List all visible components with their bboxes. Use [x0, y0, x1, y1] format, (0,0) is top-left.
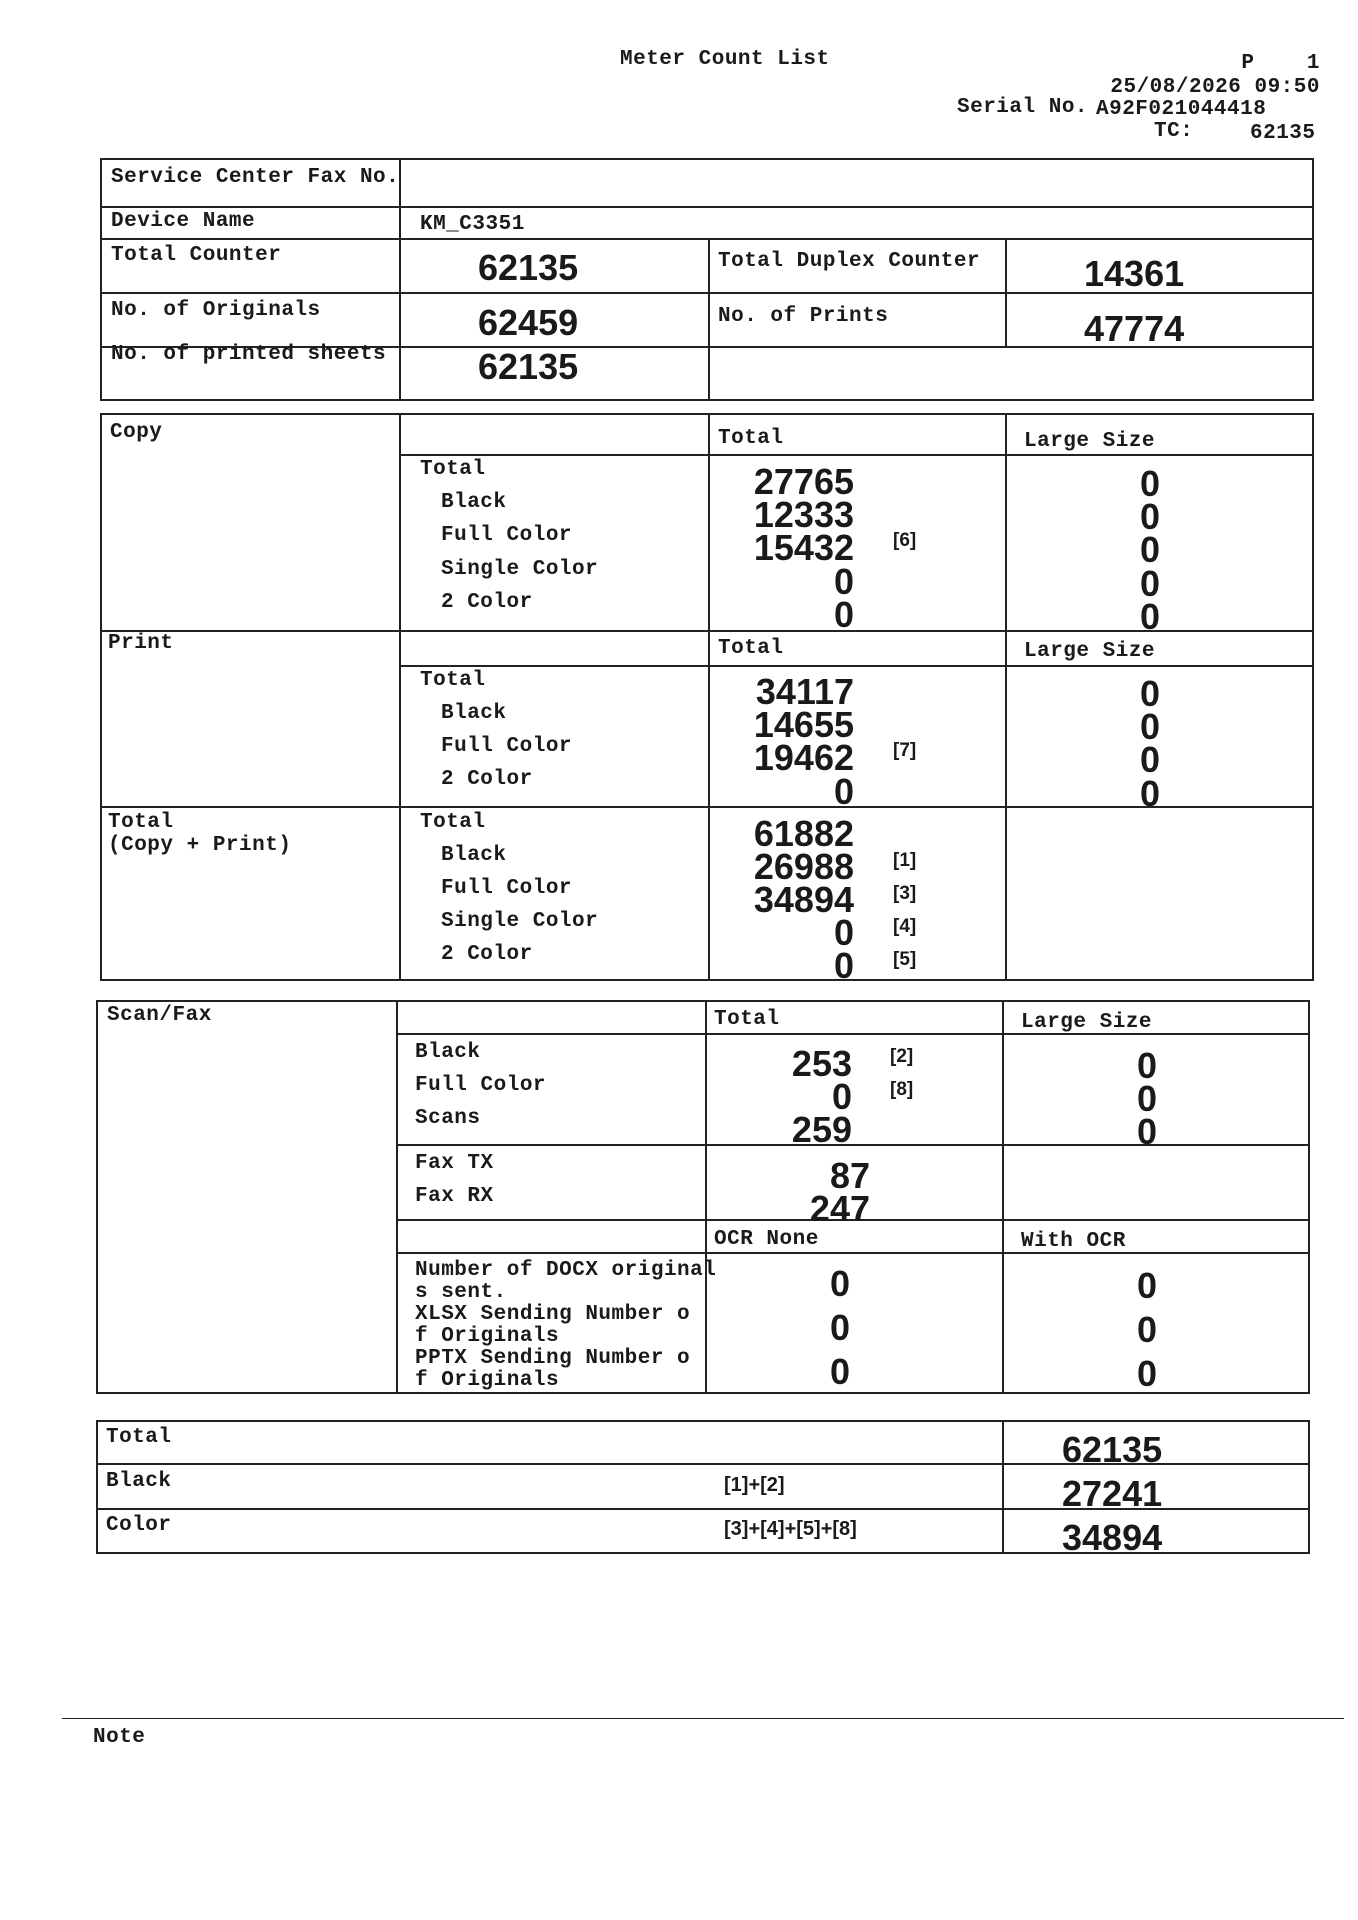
scan-fax-section-label: Scan/Fax [107, 1004, 212, 1027]
print-total-total: 34117 [755, 671, 854, 712]
grand-black-value: 27241 [1062, 1473, 1163, 1514]
copy-row-2-color: 2 Color [441, 591, 533, 614]
grand-black-label: Black [106, 1470, 172, 1493]
print-black-total: 14655 [753, 704, 854, 745]
print-full-color-ref: [7] [893, 740, 917, 761]
scan-full-color-large: 0 [1137, 1078, 1158, 1119]
cp-row-single-color: Single Color [441, 910, 599, 933]
copy-full-color-ref: [6] [893, 530, 917, 551]
copy-2-color-total: 0 [833, 594, 854, 635]
copy-section-label: Copy [110, 421, 163, 444]
total-counter-value: 62135 [478, 247, 579, 288]
cp-black-total: 26988 [753, 846, 854, 887]
scan-scans-large: 0 [1137, 1111, 1158, 1152]
scan-full-color-total: 0 [831, 1076, 852, 1117]
note-label: Note [93, 1726, 146, 1749]
grand-black-formula: [1]+[2] [724, 1474, 785, 1496]
device-name-value: KM_C3351 [420, 213, 525, 236]
fax-rx-total: 247 [809, 1188, 870, 1229]
copy-full-color-total: 15432 [753, 527, 854, 568]
fax-tx-total: 87 [829, 1155, 870, 1196]
print-total-large: 0 [1140, 673, 1161, 714]
xlsx-ocr-none: 0 [830, 1307, 851, 1348]
grand-color-value: 34894 [1062, 1517, 1163, 1558]
grand-color-label: Color [106, 1514, 172, 1537]
cp-2-color-ref: [5] [893, 949, 917, 970]
xlsx-with-ocr: 0 [1137, 1309, 1158, 1350]
copy-single-color-large: 0 [1140, 563, 1161, 604]
tc-value: 62135 [1250, 122, 1316, 145]
device-name-label: Device Name [111, 210, 256, 233]
print-row-full-color: Full Color [441, 735, 573, 758]
scan-total-header: Total [714, 1008, 780, 1031]
print-2-color-large: 0 [1140, 773, 1161, 814]
copy-black-total: 12333 [753, 494, 854, 535]
cp-single-color-ref: [4] [893, 916, 917, 937]
xlsx-label-line2: f Originals [415, 1325, 560, 1348]
copy-print-label-1: Total [108, 811, 174, 834]
copy-total-large: 0 [1140, 463, 1161, 504]
tc-label: TC: [1154, 120, 1194, 143]
page-title: Meter Count List [620, 48, 830, 71]
docx-label-line1: Number of DOCX original [415, 1259, 717, 1282]
print-full-color-large: 0 [1140, 739, 1161, 780]
page-number: P 1 [1241, 52, 1320, 75]
scan-row-full-color: Full Color [415, 1074, 547, 1097]
scan-large-header: Large Size [1021, 1011, 1153, 1034]
pptx-ocr-none: 0 [830, 1351, 851, 1392]
copy-full-color-large: 0 [1140, 529, 1161, 570]
cp-row-black: Black [441, 844, 507, 867]
scan-full-color-ref: [8] [890, 1079, 914, 1100]
cp-row-2-color: 2 Color [441, 943, 533, 966]
scan-scans-total: 259 [791, 1109, 852, 1150]
docx-with-ocr: 0 [1137, 1265, 1158, 1306]
print-row-black: Black [441, 702, 507, 725]
copy-total-header: Total [718, 427, 784, 450]
serial-label: Serial No. [957, 96, 1089, 119]
cp-black-ref: [1] [893, 850, 917, 871]
total-counter-label: Total Counter [111, 244, 282, 267]
total-duplex-value: 14361 [1084, 253, 1185, 294]
report-datetime: 25/08/2026 09:50 [1110, 76, 1320, 99]
docx-ocr-none: 0 [830, 1263, 851, 1304]
grand-total-value: 62135 [1062, 1429, 1163, 1470]
cp-2-color-total: 0 [833, 945, 854, 986]
copy-large-header: Large Size [1024, 430, 1156, 453]
copy-total-total: 27765 [753, 461, 854, 502]
pptx-label-line2: f Originals [415, 1369, 560, 1392]
print-2-color-total: 0 [833, 771, 854, 812]
note-divider [62, 1718, 1344, 1719]
with-ocr-header: With OCR [1021, 1230, 1126, 1253]
scan-black-ref: [2] [890, 1046, 914, 1067]
printed-sheets-value: 62135 [478, 346, 579, 387]
grand-color-formula: [3]+[4]+[5]+[8] [724, 1518, 857, 1540]
prints-value: 47774 [1084, 308, 1185, 349]
cp-row-total: Total [420, 811, 486, 834]
grand-total-label: Total [106, 1426, 172, 1449]
print-row-total: Total [420, 669, 486, 692]
copy-row-full-color: Full Color [441, 524, 573, 547]
copy-black-large: 0 [1140, 496, 1161, 537]
docx-label-line2: s sent. [415, 1281, 507, 1304]
pptx-with-ocr: 0 [1137, 1353, 1158, 1394]
cp-full-color-total: 34894 [753, 879, 854, 920]
copy-row-total: Total [420, 458, 486, 481]
pptx-label-line1: PPTX Sending Number o [415, 1347, 691, 1370]
cp-full-color-ref: [3] [893, 883, 917, 904]
scan-row-scans: Scans [415, 1107, 481, 1130]
originals-label: No. of Originals [111, 299, 321, 322]
print-section-label: Print [108, 632, 174, 655]
print-row-2-color: 2 Color [441, 768, 533, 791]
scan-row-black: Black [415, 1041, 481, 1064]
print-black-large: 0 [1140, 706, 1161, 747]
originals-value: 62459 [478, 302, 579, 343]
copy-single-color-total: 0 [833, 561, 854, 602]
cp-total-total: 61882 [753, 813, 854, 854]
printed-sheets-label: No. of printed sheets [111, 343, 387, 366]
print-total-header: Total [718, 637, 784, 660]
xlsx-label-line1: XLSX Sending Number o [415, 1303, 691, 1326]
serial-value: A92F021044418 [1096, 98, 1267, 121]
total-duplex-label: Total Duplex Counter [718, 250, 981, 273]
print-large-header: Large Size [1024, 640, 1156, 663]
service-fax-label: Service Center Fax No. [111, 166, 400, 189]
cp-single-color-total: 0 [833, 912, 854, 953]
scan-black-large: 0 [1137, 1045, 1158, 1086]
ocr-none-header: OCR None [714, 1228, 819, 1251]
fax-tx-label: Fax TX [415, 1152, 494, 1175]
scan-black-total: 253 [791, 1043, 852, 1084]
copy-2-color-large: 0 [1140, 596, 1161, 637]
fax-rx-label: Fax RX [415, 1185, 494, 1208]
copy-row-single-color: Single Color [441, 558, 599, 581]
prints-label: No. of Prints [718, 305, 889, 328]
print-full-color-total: 19462 [753, 737, 854, 778]
copy-row-black: Black [441, 491, 507, 514]
cp-row-full-color: Full Color [441, 877, 573, 900]
copy-print-label-2: (Copy + Print) [108, 834, 292, 857]
